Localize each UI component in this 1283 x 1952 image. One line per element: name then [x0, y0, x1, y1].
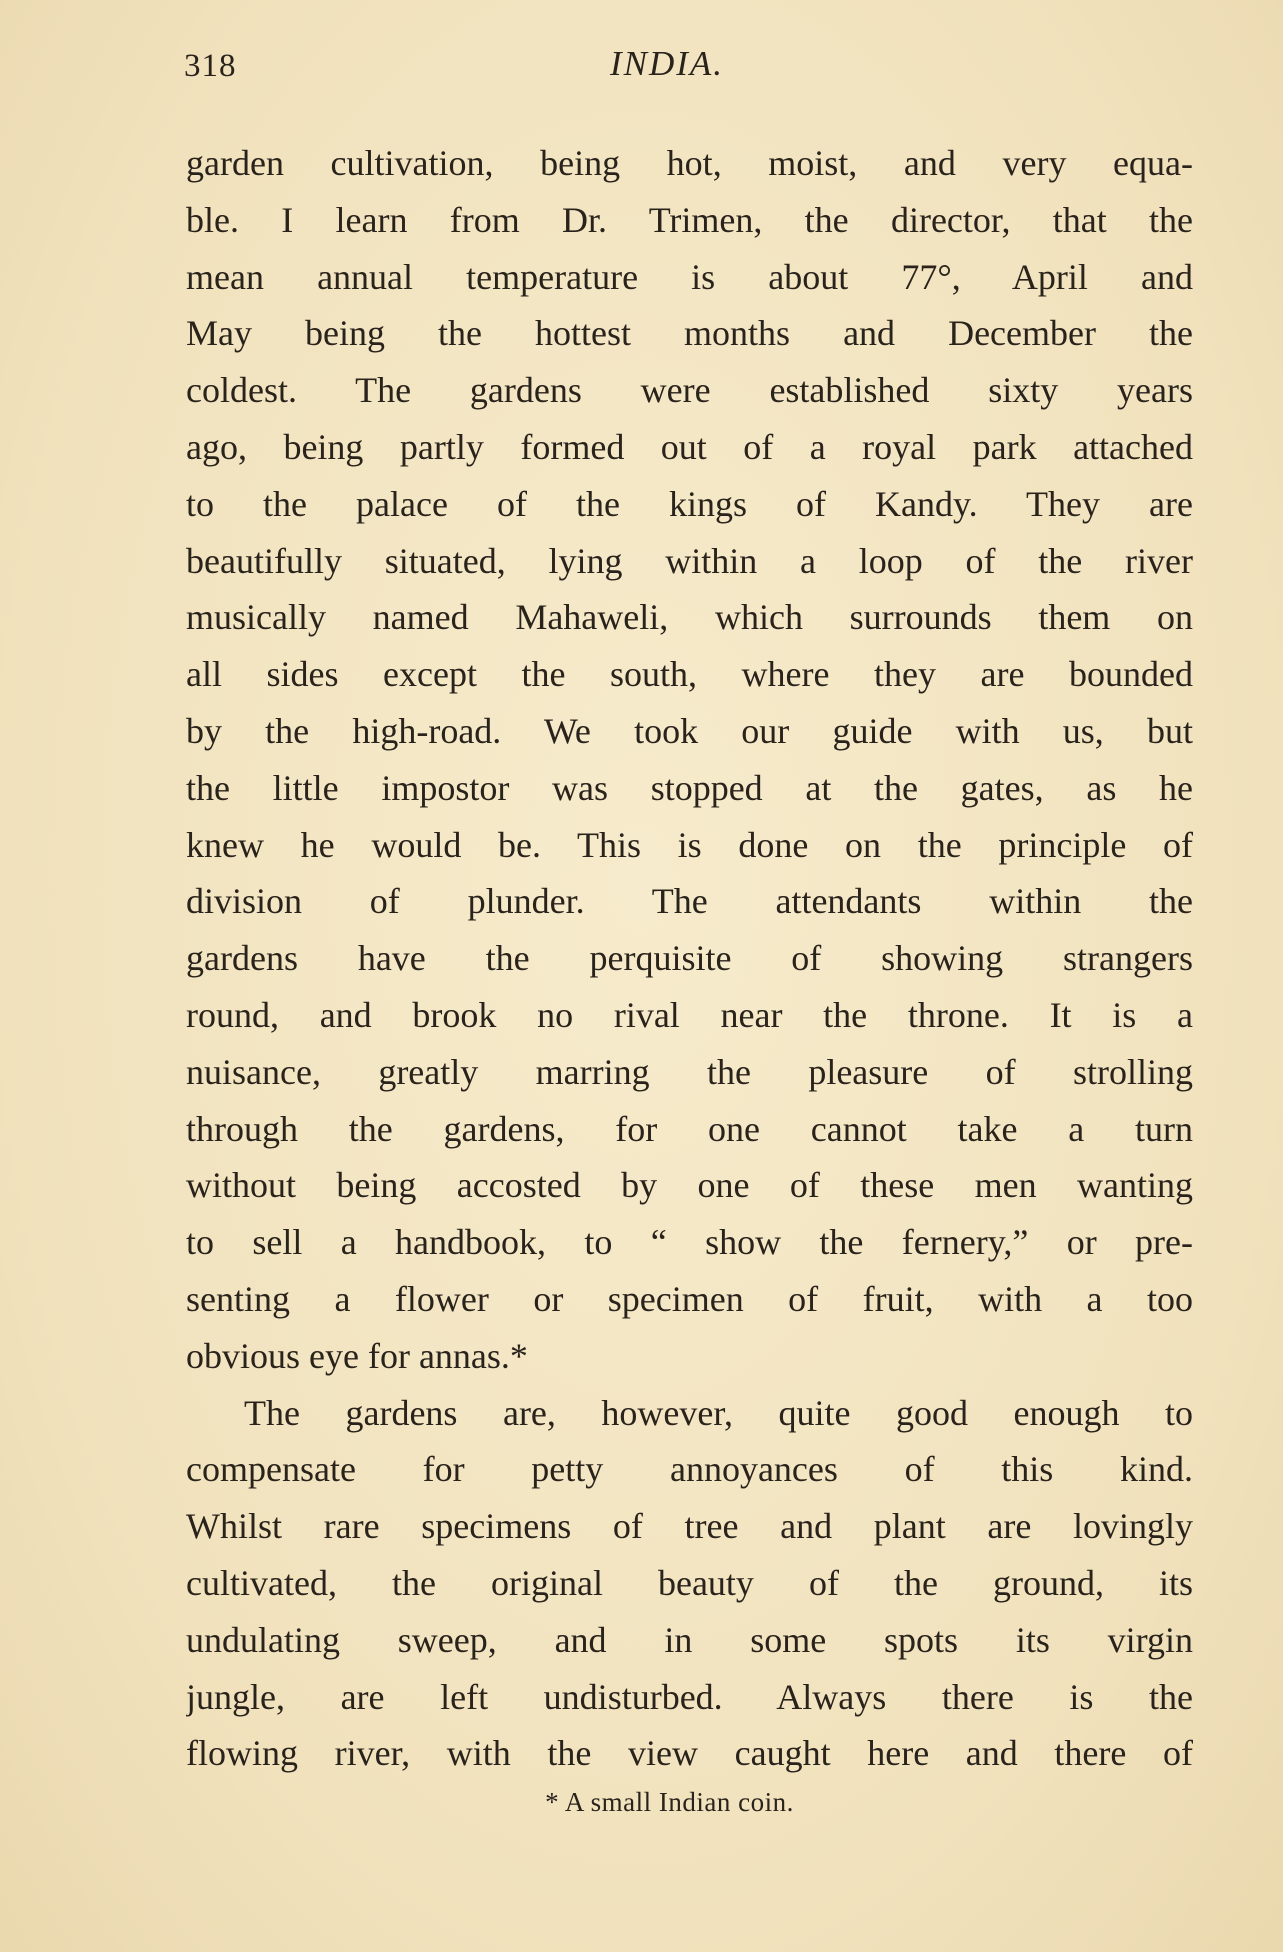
text-line: without being accosted by one of these men wanting: [186, 1165, 1193, 1206]
page-number: 318: [184, 48, 237, 84]
text-line: by the high-road. We took our guide with us, but: [186, 710, 1193, 751]
text-line: The gardens are, however, quite good enough to: [244, 1392, 1193, 1433]
paragraph: [186, 1385, 1193, 1783]
body-text: [186, 135, 1193, 1782]
footnote-text: * A small Indian coin.: [545, 1787, 794, 1817]
text-line: coldest. The gardens were established sixty years: [186, 370, 1193, 411]
text-line: mean annual temperature is about 77°, April and: [186, 256, 1193, 297]
text-line: compensate for petty annoyances of this kind.: [186, 1449, 1193, 1490]
text-line: beautifully situated, lying within a loop of the river: [186, 540, 1193, 581]
text-line: undulating sweep, and in some spots its virgin: [186, 1619, 1193, 1660]
text-line: through the gardens, for one cannot take a turn: [186, 1108, 1193, 1149]
text-line: ble. I learn from Dr. Trimen, the director, that the: [186, 199, 1193, 240]
text-line: to the palace of the kings of Kandy. They are: [186, 483, 1193, 524]
text-line: nuisance, greatly marring the pleasure of strolling: [186, 1051, 1193, 1092]
footnote: [0, 1787, 1283, 1818]
text-line: round, and brook no rival near the throne. It is a: [186, 994, 1193, 1035]
running-title: INDIA.: [610, 44, 725, 83]
paragraph: [186, 135, 1193, 1385]
text-line: musically named Mahaweli, which surrounds them on: [186, 597, 1193, 638]
text-line: gardens have the perquisite of showing strangers: [186, 938, 1193, 979]
running-head: [0, 44, 1283, 104]
text-line: Whilst rare specimens of tree and plant are lovingly: [186, 1506, 1193, 1547]
text-line: jungle, are left undisturbed. Always there is the: [186, 1676, 1193, 1717]
text-line: flowing river, with the view caught here and there of: [186, 1733, 1193, 1774]
text-line: senting a flower or specimen of fruit, with a too: [186, 1278, 1193, 1319]
text-line: the little impostor was stopped at the gates, as he: [186, 767, 1193, 808]
text-line: ago, being partly formed out of a royal park attached: [186, 426, 1193, 467]
text-line: garden cultivation, being hot, moist, and very equa-: [186, 143, 1193, 183]
text-line: to sell a handbook, to “ show the fernery,” or pre-: [186, 1222, 1193, 1263]
text-line: all sides except the south, where they are bounded: [186, 654, 1193, 695]
text-line: division of plunder. The attendants within the: [186, 881, 1193, 922]
text-line: knew he would be. This is done on the principle of: [186, 824, 1193, 865]
text-line: May being the hottest months and December the: [186, 313, 1193, 354]
text-line: cultivated, the original beauty of the ground, its: [186, 1562, 1193, 1603]
text-line: obvious eye for annas.*: [186, 1335, 528, 1376]
